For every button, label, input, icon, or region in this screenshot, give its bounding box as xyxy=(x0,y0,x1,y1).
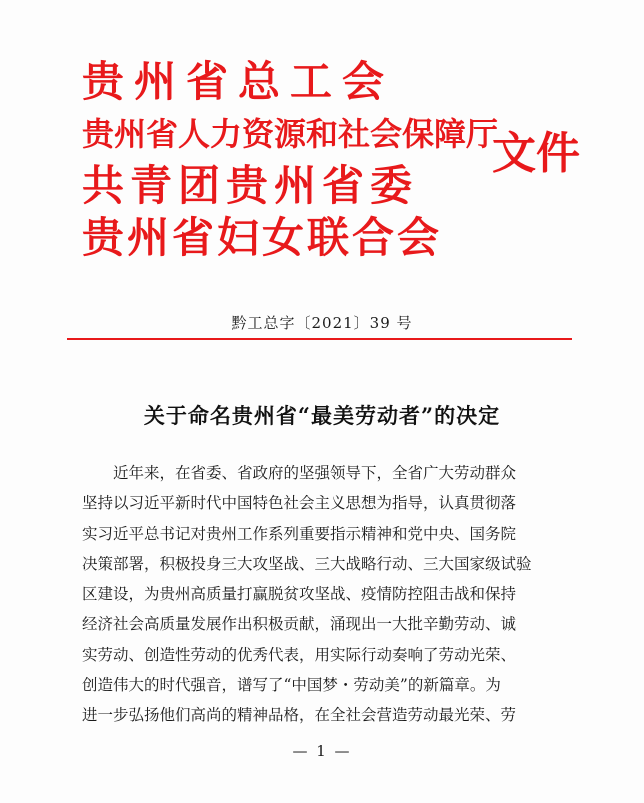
body-line: 经济社会高质量发展作出积极贡献，涌现出一大批辛勤劳动、诚 xyxy=(82,615,517,634)
page-number: — 1 — xyxy=(292,742,352,760)
body-line: 实习近平总书记对贵州工作系列重要指示精神和党中央、国务院 xyxy=(82,524,517,543)
document-type-label: 文件 xyxy=(492,128,580,179)
document-title: 关于命名贵州省“最美劳动者”的决定 xyxy=(143,403,501,428)
body-text xyxy=(82,458,562,731)
body-line: 实劳动、创造性劳动的优秀代表，用实际行动奏响了劳动光荣、 xyxy=(82,645,517,664)
body-line: 进一步弘扬他们高尚的精神品格，在全社会营造劳动最光荣、劳 xyxy=(82,706,517,725)
body-line: 创造伟大的时代强音，谱写了“中国梦・劳动美”的新篇章。为 xyxy=(82,676,501,695)
issuer-name: 贵州省妇女联合会 xyxy=(82,213,443,262)
issuer-name: 贵州省人力资源和社会保障厅 xyxy=(82,115,499,153)
body-line: 近年来，在省委、省政府的坚强领导下，全省广大劳动群众 xyxy=(113,464,517,482)
body-line: 区建设，为贵州高质量打赢脱贫攻坚战、疫情防控阻击战和保持 xyxy=(82,585,517,604)
body-line: 坚持以习近平新时代中国特色社会主义思想为指导，认真贯彻落 xyxy=(82,494,517,513)
body-line: 决策部署，积极投身三大攻坚战、三大战略行动、三大国家级试验 xyxy=(82,554,532,573)
issuing-organizations xyxy=(82,56,502,264)
red-divider-line xyxy=(67,338,572,340)
document-number: 黔工总字〔2021〕39 号 xyxy=(231,314,413,332)
issuer-name: 贵州省总工会 xyxy=(82,57,395,106)
issuer-name: 共青团贵州省委 xyxy=(82,161,419,210)
